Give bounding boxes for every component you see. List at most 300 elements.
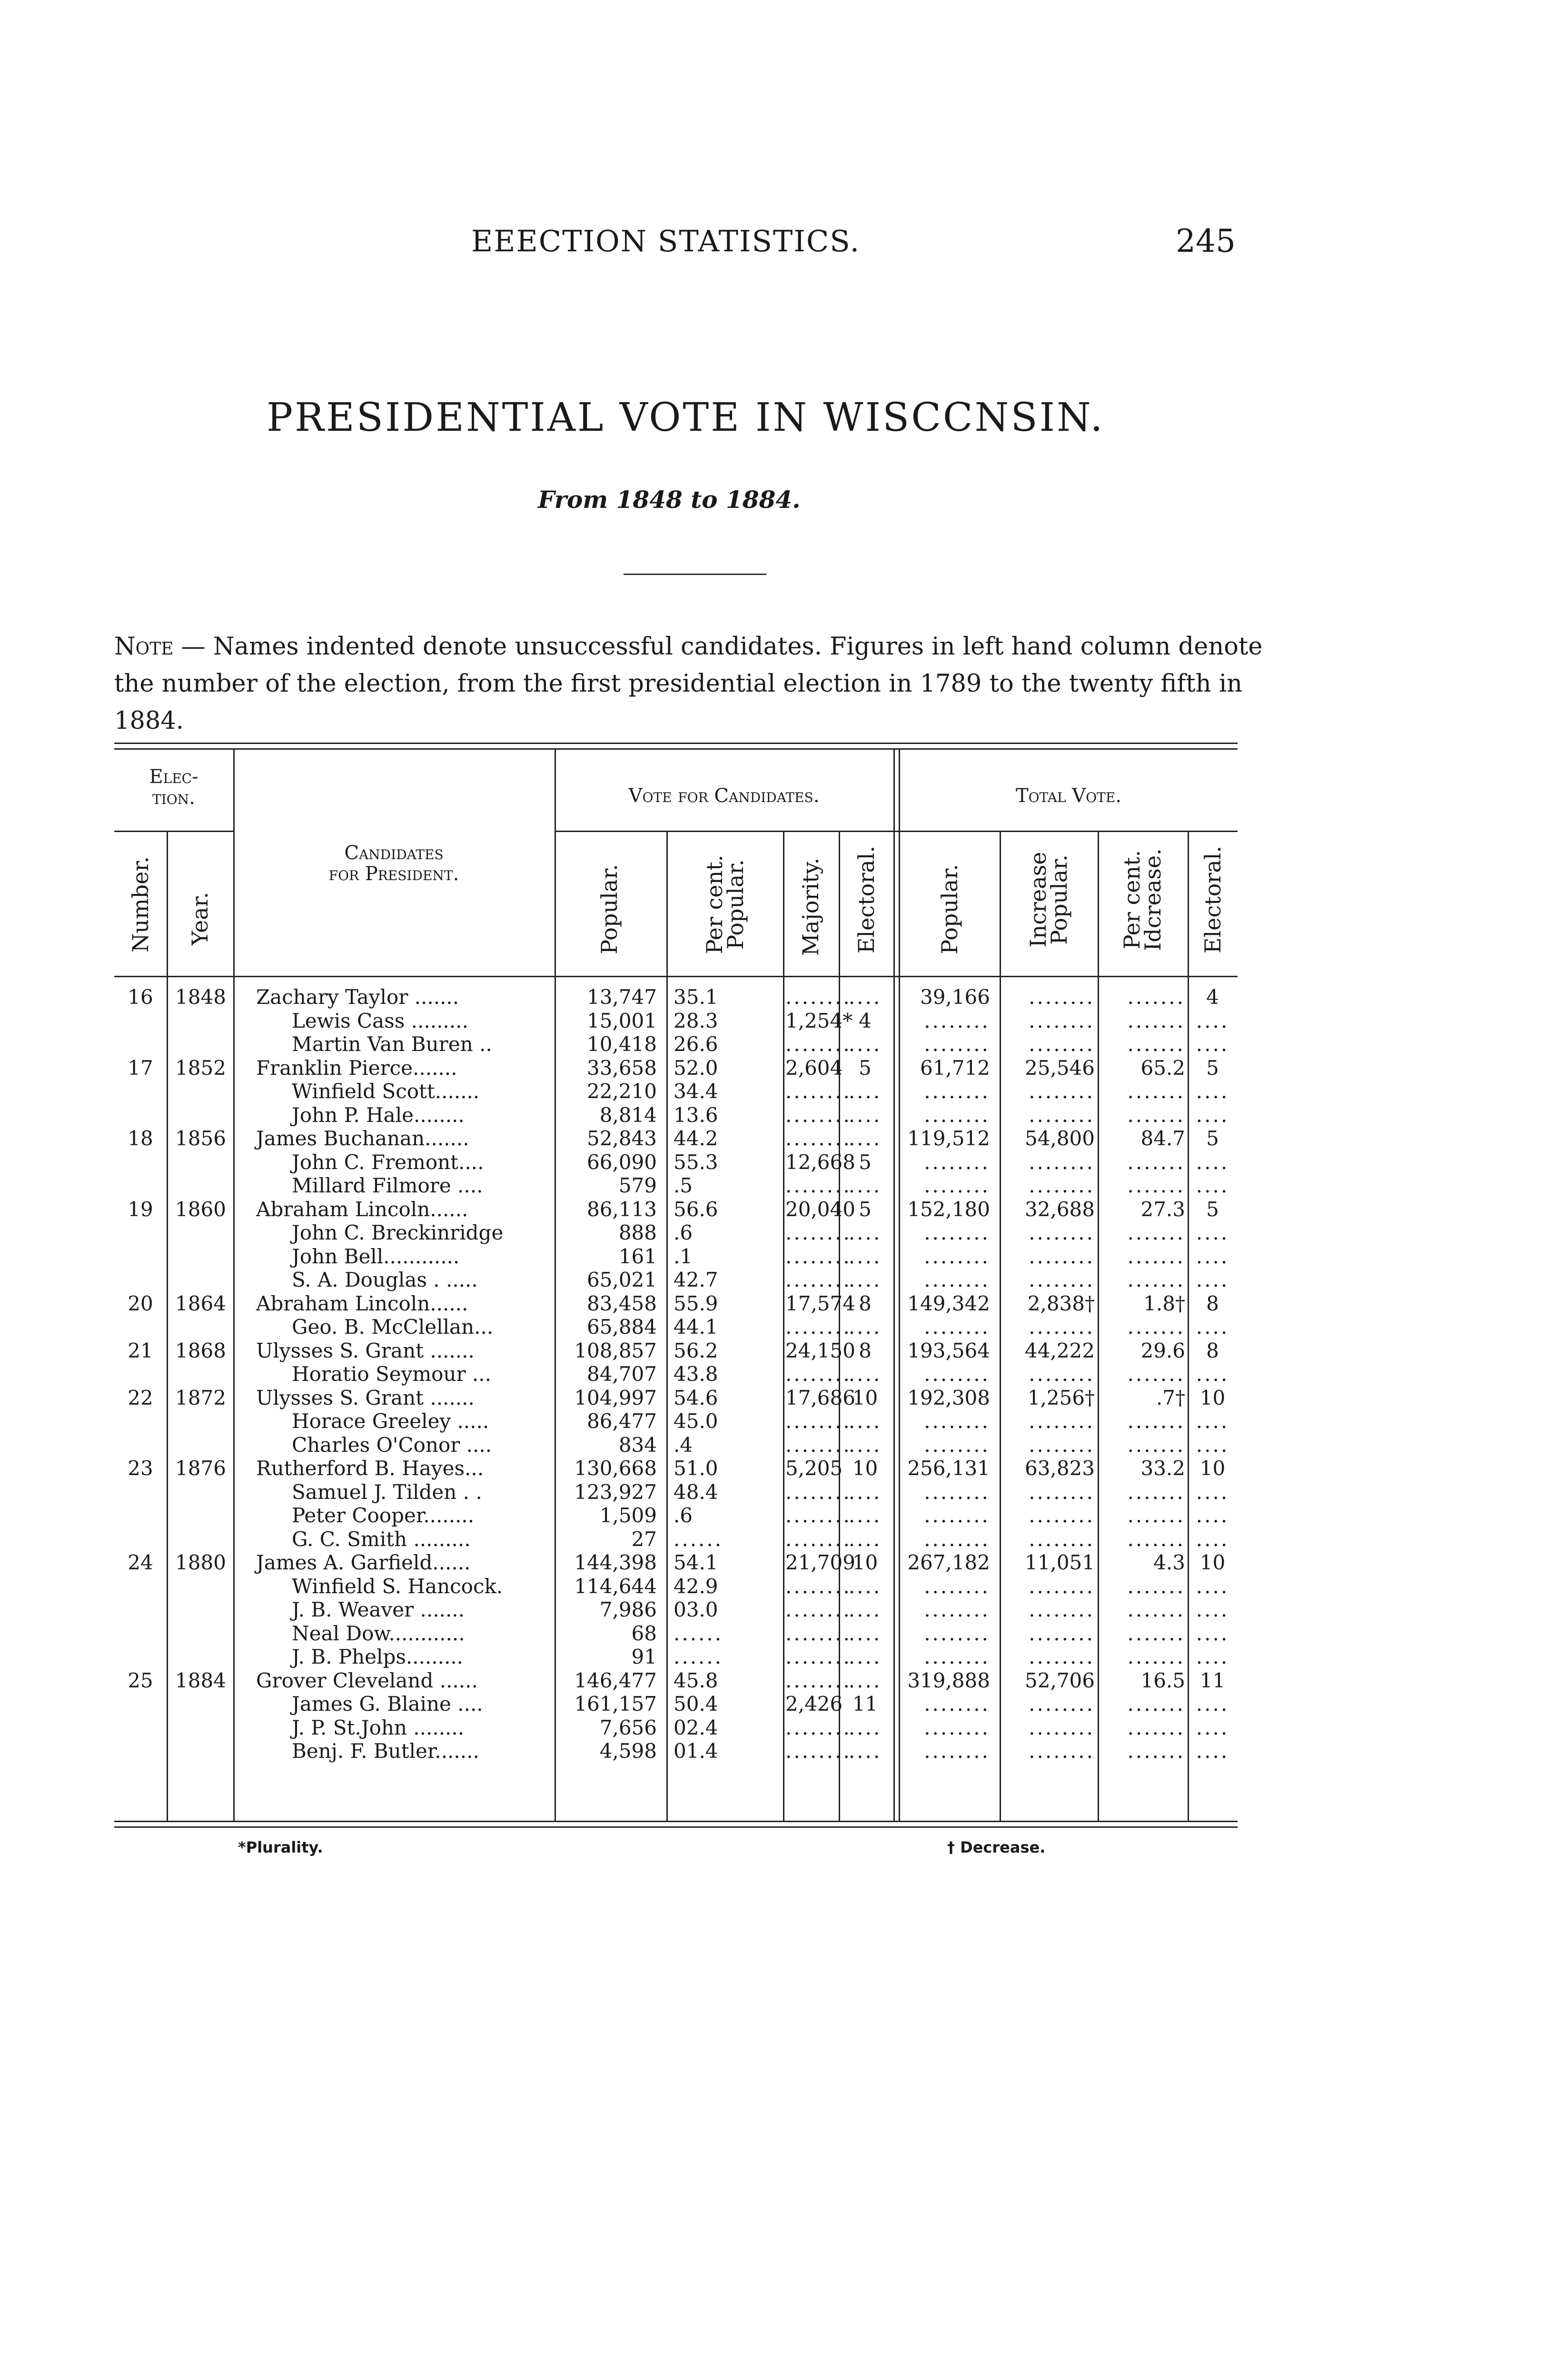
row-per-cent-popular: 55.9 — [674, 1291, 718, 1315]
row-per-cent-popular: 13.6 — [674, 1103, 718, 1127]
table-row — [114, 1080, 1238, 1103]
row-majority: 24,150 — [785, 1339, 855, 1362]
row-number — [114, 1409, 167, 1433]
row-per-cent-popular: 28.3 — [674, 1009, 718, 1032]
row-candidate: John Bell............ — [292, 1244, 460, 1268]
election-group-header: Elec- tion. — [149, 766, 198, 809]
row-electoral: .... — [848, 1504, 882, 1527]
row-majority: ........ — [785, 1080, 852, 1103]
row-candidate: Rutherford B. Hayes... — [256, 1457, 484, 1480]
row-majority: 2,426 — [785, 1692, 843, 1716]
row-majority: ........ — [785, 1574, 852, 1598]
row-total-popular: ........ — [924, 1692, 990, 1716]
row-per-cent-popular: 44.1 — [674, 1315, 718, 1339]
row-total-electoral: .... — [1196, 1598, 1229, 1621]
footnote-plurality: *Plurality. — [238, 1838, 323, 1856]
row-increase-popular: ........ — [1029, 1150, 1095, 1174]
row-number — [114, 1362, 167, 1386]
row-total-popular: 61,712 — [920, 1056, 990, 1080]
row-majority: ........ — [785, 1527, 852, 1551]
row-total-electoral: .... — [1196, 1504, 1229, 1527]
row-per-cent-increase: 84.7 — [1140, 1127, 1185, 1150]
row-per-cent-increase: ....... — [1127, 1480, 1185, 1504]
row-per-cent-popular: 02.4 — [674, 1716, 718, 1739]
row-per-cent-popular: .5 — [674, 1174, 693, 1197]
row-popular: 4,598 — [599, 1739, 657, 1763]
row-total-electoral: 8 — [1206, 1291, 1219, 1315]
row-increase-popular: 63,823 — [1025, 1457, 1095, 1480]
row-candidate: Charles O'Conor .... — [292, 1433, 492, 1457]
row-popular: 104,997 — [574, 1386, 657, 1409]
row-increase-popular: 32,688 — [1025, 1197, 1095, 1221]
increase-popular-column-header: Increase Popular. — [1025, 852, 1072, 948]
note-text: — Names indented denote unsuccessful candidates. Figures in left hand column denote the number of the election, from the first presidential election in 1789 to the twenty fifth in 1884. — [114, 633, 1263, 735]
row-total-electoral: .... — [1196, 1480, 1229, 1504]
row-candidate: John C. Fremont.... — [292, 1150, 484, 1174]
table-row — [114, 1150, 1238, 1174]
row-increase-popular: 2,838† — [1027, 1291, 1095, 1315]
row-increase-popular: ........ — [1029, 1433, 1095, 1457]
row-number: 17 — [128, 1056, 153, 1080]
row-total-electoral: .... — [1196, 1621, 1229, 1645]
row-per-cent-popular: .1 — [674, 1244, 693, 1268]
row-year: 1864 — [175, 1291, 226, 1315]
row-electoral: 5 — [859, 1056, 872, 1080]
row-per-cent-increase: ....... — [1127, 1621, 1185, 1645]
row-total-electoral: 10 — [1199, 1457, 1226, 1480]
row-increase-popular: ........ — [1029, 1174, 1095, 1197]
note-lead: Note — [114, 633, 174, 661]
row-electoral: .... — [848, 1080, 882, 1103]
row-popular: 65,884 — [587, 1315, 657, 1339]
total-popular-column-header: Popular. — [937, 864, 962, 954]
row-candidate: Winfield S. Hancock. — [292, 1574, 503, 1598]
row-majority: 20,040 — [785, 1197, 855, 1221]
row-per-cent-popular: 52.0 — [674, 1056, 718, 1080]
row-popular: 146,477 — [574, 1668, 657, 1692]
row-candidate: Benj. F. Butler....... — [292, 1739, 479, 1763]
vote-table — [114, 743, 1238, 1828]
row-total-electoral: 8 — [1206, 1339, 1219, 1362]
row-popular: 65,021 — [587, 1268, 657, 1291]
row-increase-popular: ........ — [1029, 1598, 1095, 1621]
total-electoral-column-header: Electoral. — [1200, 845, 1226, 954]
row-number — [114, 1527, 167, 1551]
table-row — [114, 1268, 1238, 1291]
row-year: 1880 — [175, 1551, 226, 1574]
majority-column-header: Majority. — [798, 857, 823, 956]
row-candidate: J. B. Phelps......... — [292, 1645, 464, 1668]
row-majority: ........ — [785, 1504, 852, 1527]
row-per-cent-popular: 01.4 — [674, 1739, 718, 1763]
row-number: 22 — [128, 1386, 153, 1409]
row-year — [168, 1174, 233, 1197]
table-bottom-rule — [114, 1821, 1238, 1822]
row-per-cent-increase: ....... — [1127, 1504, 1185, 1527]
row-total-popular: 267,182 — [907, 1551, 990, 1574]
row-number — [114, 1080, 167, 1103]
row-year — [168, 1575, 233, 1598]
row-total-popular: 39,166 — [920, 985, 990, 1009]
row-total-electoral: .... — [1196, 1150, 1229, 1174]
row-increase-popular: 52,706 — [1025, 1668, 1095, 1692]
row-candidate: Neal Dow............ — [292, 1621, 465, 1645]
row-number: 25 — [128, 1668, 153, 1692]
row-year: 1868 — [175, 1339, 226, 1362]
row-total-electoral: .... — [1196, 1362, 1229, 1386]
row-candidate: John C. Breckinridge — [292, 1221, 504, 1244]
row-increase-popular: ........ — [1029, 1716, 1095, 1739]
row-number — [114, 1692, 167, 1716]
row-increase-popular: ........ — [1029, 1032, 1095, 1056]
row-total-electoral: .... — [1196, 1315, 1229, 1339]
row-per-cent-popular: 45.0 — [674, 1409, 718, 1433]
vote-group-rule — [555, 831, 1238, 832]
row-majority: ........ — [785, 1315, 852, 1339]
row-per-cent-popular: 48.4 — [674, 1480, 718, 1504]
row-candidate: Horace Greeley ..... — [292, 1409, 489, 1433]
row-total-electoral: .... — [1196, 1574, 1229, 1598]
row-total-popular: ........ — [924, 1268, 990, 1291]
row-increase-popular: ........ — [1029, 1244, 1095, 1268]
row-total-popular: ........ — [924, 1315, 990, 1339]
row-electoral: .... — [848, 1221, 882, 1244]
row-total-popular: 119,512 — [907, 1127, 990, 1150]
row-total-popular: ........ — [924, 1150, 990, 1174]
row-electoral: 8 — [859, 1291, 872, 1315]
row-majority: ........ — [785, 1244, 852, 1268]
row-majority: 12,668 — [785, 1150, 855, 1174]
row-total-electoral: .... — [1196, 1244, 1229, 1268]
row-total-electoral: .... — [1196, 1268, 1229, 1291]
table-row — [114, 1032, 1238, 1056]
row-total-popular: ........ — [924, 1480, 990, 1504]
row-total-popular: ........ — [924, 1739, 990, 1763]
table-row — [114, 1645, 1238, 1668]
row-total-popular: ........ — [924, 1080, 990, 1103]
row-number — [114, 1433, 167, 1457]
row-per-cent-increase: 27.3 — [1140, 1197, 1185, 1221]
row-electoral: .... — [848, 1174, 882, 1197]
row-per-cent-increase: .7† — [1156, 1386, 1185, 1409]
row-total-popular: ........ — [924, 1598, 990, 1621]
row-total-electoral: .... — [1196, 1009, 1229, 1032]
row-per-cent-popular: 26.6 — [674, 1032, 718, 1056]
row-per-cent-increase: ....... — [1127, 1409, 1185, 1433]
row-number: 21 — [128, 1339, 153, 1362]
row-year — [168, 1504, 233, 1527]
row-per-cent-increase: ....... — [1127, 1244, 1185, 1268]
row-per-cent-popular: 56.6 — [674, 1197, 718, 1221]
row-electoral: .... — [848, 1315, 882, 1339]
row-year — [168, 1221, 233, 1244]
row-increase-popular: ........ — [1029, 1739, 1095, 1763]
row-electoral: .... — [848, 1527, 882, 1551]
row-increase-popular: ........ — [1029, 1409, 1095, 1433]
row-electoral: .... — [848, 1739, 882, 1763]
number-column-header: Number. — [128, 856, 153, 952]
row-per-cent-increase: ....... — [1127, 1174, 1185, 1197]
row-per-cent-increase: ....... — [1127, 1080, 1185, 1103]
per-cent-popular-column-header: Per cent. Popular. — [702, 854, 748, 954]
row-year: 1872 — [175, 1386, 226, 1409]
row-total-electoral: .... — [1196, 1174, 1229, 1197]
row-year — [168, 1268, 233, 1291]
row-majority: ........ — [785, 1645, 852, 1668]
row-candidate: Grover Cleveland ...... — [256, 1668, 478, 1692]
row-total-electoral: .... — [1196, 1527, 1229, 1551]
row-popular: 114,644 — [574, 1574, 657, 1598]
table-row — [114, 1103, 1238, 1127]
row-increase-popular: ........ — [1029, 1480, 1095, 1504]
row-increase-popular: 25,546 — [1025, 1056, 1095, 1080]
row-per-cent-increase: 29.6 — [1140, 1339, 1185, 1362]
row-majority: 17,686 — [785, 1386, 855, 1409]
row-electoral: .... — [848, 1244, 882, 1268]
row-per-cent-popular: ...... — [674, 1527, 723, 1551]
row-per-cent-popular: .6 — [674, 1504, 693, 1527]
row-candidate: James Buchanan....... — [256, 1127, 469, 1150]
row-year — [168, 1692, 233, 1716]
row-total-electoral: .... — [1196, 1103, 1229, 1127]
election-group-rule — [114, 831, 233, 832]
row-number — [114, 1716, 167, 1739]
row-electoral: .... — [848, 1362, 882, 1386]
table-row — [114, 1739, 1238, 1763]
row-increase-popular: ........ — [1029, 1080, 1095, 1103]
row-per-cent-increase: ....... — [1127, 1315, 1185, 1339]
row-increase-popular: ........ — [1029, 985, 1095, 1009]
row-year — [168, 1245, 233, 1268]
row-number — [114, 1221, 167, 1244]
row-number: 16 — [128, 985, 153, 1009]
row-electoral: .... — [848, 1480, 882, 1504]
table-row — [114, 1692, 1238, 1716]
row-popular: 161,157 — [574, 1692, 657, 1716]
row-electoral: .... — [848, 1032, 882, 1056]
table-top-rule-2 — [114, 748, 1238, 750]
page-title: PRESIDENTIAL VOTE IN WISCCNSIN. — [267, 395, 1105, 440]
row-per-cent-increase: ....... — [1127, 1032, 1185, 1056]
row-per-cent-increase: ....... — [1127, 1433, 1185, 1457]
row-year: 1876 — [175, 1457, 226, 1480]
row-total-popular: ........ — [924, 1103, 990, 1127]
row-increase-popular: 54,800 — [1025, 1127, 1095, 1150]
row-popular: 7,656 — [599, 1716, 657, 1739]
row-total-popular: 149,342 — [907, 1291, 990, 1315]
row-total-electoral: .... — [1196, 1080, 1229, 1103]
row-increase-popular: ........ — [1029, 1103, 1095, 1127]
row-popular: 86,113 — [587, 1197, 657, 1221]
row-candidate: Abraham Lincoln...... — [256, 1291, 468, 1315]
row-candidate: Winfield Scott....... — [292, 1080, 480, 1103]
row-year — [168, 1716, 233, 1739]
row-total-popular: ........ — [924, 1409, 990, 1433]
row-per-cent-increase: ....... — [1127, 985, 1185, 1009]
row-candidate: Lewis Cass ......... — [292, 1009, 468, 1032]
row-total-electoral: .... — [1196, 1032, 1229, 1056]
table-top-rule — [114, 743, 1238, 744]
table-row — [114, 1292, 1238, 1315]
row-per-cent-popular: ...... — [674, 1621, 723, 1645]
row-total-popular: 319,888 — [907, 1668, 990, 1692]
row-majority: ........ — [785, 1621, 852, 1645]
row-total-popular: ........ — [924, 1621, 990, 1645]
row-increase-popular: ........ — [1029, 1315, 1095, 1339]
row-candidate: Horatio Seymour ... — [292, 1362, 491, 1386]
row-total-electoral: .... — [1196, 1221, 1229, 1244]
row-increase-popular: ........ — [1029, 1574, 1095, 1598]
row-increase-popular: ........ — [1029, 1221, 1095, 1244]
row-total-popular: ........ — [924, 1574, 990, 1598]
row-per-cent-increase: ....... — [1127, 1739, 1185, 1763]
table-row — [114, 1433, 1238, 1457]
row-candidate: J. B. Weaver ....... — [292, 1598, 465, 1621]
row-popular: 83,458 — [587, 1291, 657, 1315]
row-per-cent-popular: 51.0 — [674, 1457, 718, 1480]
row-candidate: James A. Garfield...... — [256, 1551, 471, 1574]
row-majority: 2,604 — [785, 1056, 843, 1080]
row-candidate: Samuel J. Tilden . . — [292, 1480, 482, 1504]
row-majority: 21,709 — [785, 1551, 855, 1574]
row-year — [168, 1433, 233, 1457]
row-per-cent-popular: 43.8 — [674, 1362, 718, 1386]
row-popular: 108,857 — [574, 1339, 657, 1362]
row-electoral: .... — [848, 985, 882, 1009]
year-column-header: Year. — [187, 892, 213, 946]
row-per-cent-increase: ....... — [1127, 1716, 1185, 1739]
row-per-cent-increase: 65.2 — [1140, 1056, 1185, 1080]
row-popular: 68 — [631, 1621, 657, 1645]
row-per-cent-increase: 4.3 — [1153, 1551, 1185, 1574]
row-total-popular: 193,564 — [907, 1339, 990, 1362]
row-per-cent-increase: 16.5 — [1140, 1668, 1185, 1692]
row-majority: ........ — [785, 1598, 852, 1621]
header-bottom-rule — [114, 976, 1238, 977]
row-total-electoral: .... — [1196, 1645, 1229, 1668]
row-number — [114, 1245, 167, 1268]
row-year: 1860 — [175, 1197, 226, 1221]
row-majority: ........ — [785, 1221, 852, 1244]
row-majority: 5,205 — [785, 1457, 843, 1480]
row-popular: 130,668 — [574, 1457, 657, 1480]
row-total-electoral: 4 — [1206, 985, 1219, 1009]
row-majority: ........ — [785, 1032, 852, 1056]
row-electoral: .... — [848, 1409, 882, 1433]
row-per-cent-increase: ....... — [1127, 1645, 1185, 1668]
row-total-electoral: 5 — [1206, 1197, 1219, 1221]
row-total-electoral: .... — [1196, 1409, 1229, 1433]
row-number — [114, 1739, 167, 1763]
row-electoral: 5 — [859, 1150, 872, 1174]
row-majority: ........ — [785, 985, 852, 1009]
row-year — [168, 1009, 233, 1032]
row-majority: ........ — [785, 1174, 852, 1197]
row-total-popular: ........ — [924, 1221, 990, 1244]
row-majority: 1,254* — [785, 1009, 853, 1032]
row-candidate: Martin Van Buren .. — [292, 1032, 492, 1056]
row-majority: ........ — [785, 1668, 852, 1692]
row-number: 23 — [128, 1457, 153, 1480]
row-year — [168, 1103, 233, 1127]
running-title: EEECTION STATISTICS. — [471, 224, 861, 258]
row-increase-popular: ........ — [1029, 1504, 1095, 1527]
row-popular: 22,210 — [587, 1080, 657, 1103]
row-popular: 33,658 — [587, 1056, 657, 1080]
row-candidate: J. P. St.John ........ — [292, 1716, 465, 1739]
row-increase-popular: ........ — [1029, 1692, 1095, 1716]
row-per-cent-increase: ....... — [1127, 1574, 1185, 1598]
row-year — [168, 1622, 233, 1645]
row-per-cent-popular: 34.4 — [674, 1080, 718, 1103]
row-year: 1848 — [175, 985, 226, 1009]
table-row — [114, 1174, 1238, 1197]
row-total-popular: ........ — [924, 1032, 990, 1056]
row-per-cent-popular: 44.2 — [674, 1127, 718, 1150]
row-total-popular: ........ — [924, 1244, 990, 1268]
row-popular: 15,001 — [587, 1009, 657, 1032]
row-per-cent-popular: .6 — [674, 1221, 693, 1244]
table-row — [114, 1009, 1238, 1032]
row-electoral: 10 — [852, 1551, 878, 1574]
row-number — [114, 1315, 167, 1339]
popular-column-header: Popular. — [596, 864, 622, 954]
row-candidate: Ulysses S. Grant ....... — [256, 1386, 475, 1409]
row-total-popular: ........ — [924, 1645, 990, 1668]
row-number — [114, 1268, 167, 1291]
table-row — [114, 1409, 1238, 1433]
row-increase-popular: ........ — [1029, 1009, 1095, 1032]
title-divider — [624, 574, 766, 575]
row-electoral: 8 — [859, 1339, 872, 1362]
row-majority: 17,574 — [785, 1291, 855, 1315]
page-subtitle: From 1848 to 1884. — [538, 486, 801, 514]
row-number — [114, 1009, 167, 1032]
row-total-popular: ........ — [924, 1504, 990, 1527]
row-increase-popular: ........ — [1029, 1527, 1095, 1551]
row-year — [168, 1645, 233, 1668]
row-electoral: .... — [848, 1127, 882, 1150]
row-per-cent-increase: ....... — [1127, 1527, 1185, 1551]
row-popular: 8,814 — [599, 1103, 657, 1127]
row-total-popular: 256,131 — [907, 1457, 990, 1480]
table-row — [114, 1716, 1238, 1739]
row-candidate: Ulysses S. Grant ....... — [256, 1339, 475, 1362]
row-number — [114, 1150, 167, 1174]
table-row — [114, 1598, 1238, 1621]
row-year: 1856 — [175, 1127, 226, 1150]
row-candidate: Millard Filmore .... — [292, 1174, 483, 1197]
per-cent-increase-column-header: Per cent. Idcrease. — [1119, 848, 1166, 951]
row-electoral: .... — [848, 1716, 882, 1739]
row-year — [168, 1598, 233, 1621]
row-year — [168, 1362, 233, 1386]
electoral-column-header: Electoral. — [853, 845, 879, 954]
row-total-popular: 152,180 — [907, 1197, 990, 1221]
table-row — [114, 1221, 1238, 1244]
row-per-cent-popular: 55.3 — [674, 1150, 718, 1174]
row-year: 1884 — [175, 1668, 226, 1692]
row-number — [114, 1032, 167, 1056]
row-total-popular: ........ — [924, 1174, 990, 1197]
note-paragraph — [114, 628, 1266, 740]
row-total-electoral: .... — [1196, 1692, 1229, 1716]
footnote-decrease: † Decrease. — [947, 1838, 1046, 1856]
row-majority: ........ — [785, 1409, 852, 1433]
row-per-cent-increase: ....... — [1127, 1692, 1185, 1716]
row-majority: ........ — [785, 1127, 852, 1150]
row-popular: 86,477 — [587, 1409, 657, 1433]
